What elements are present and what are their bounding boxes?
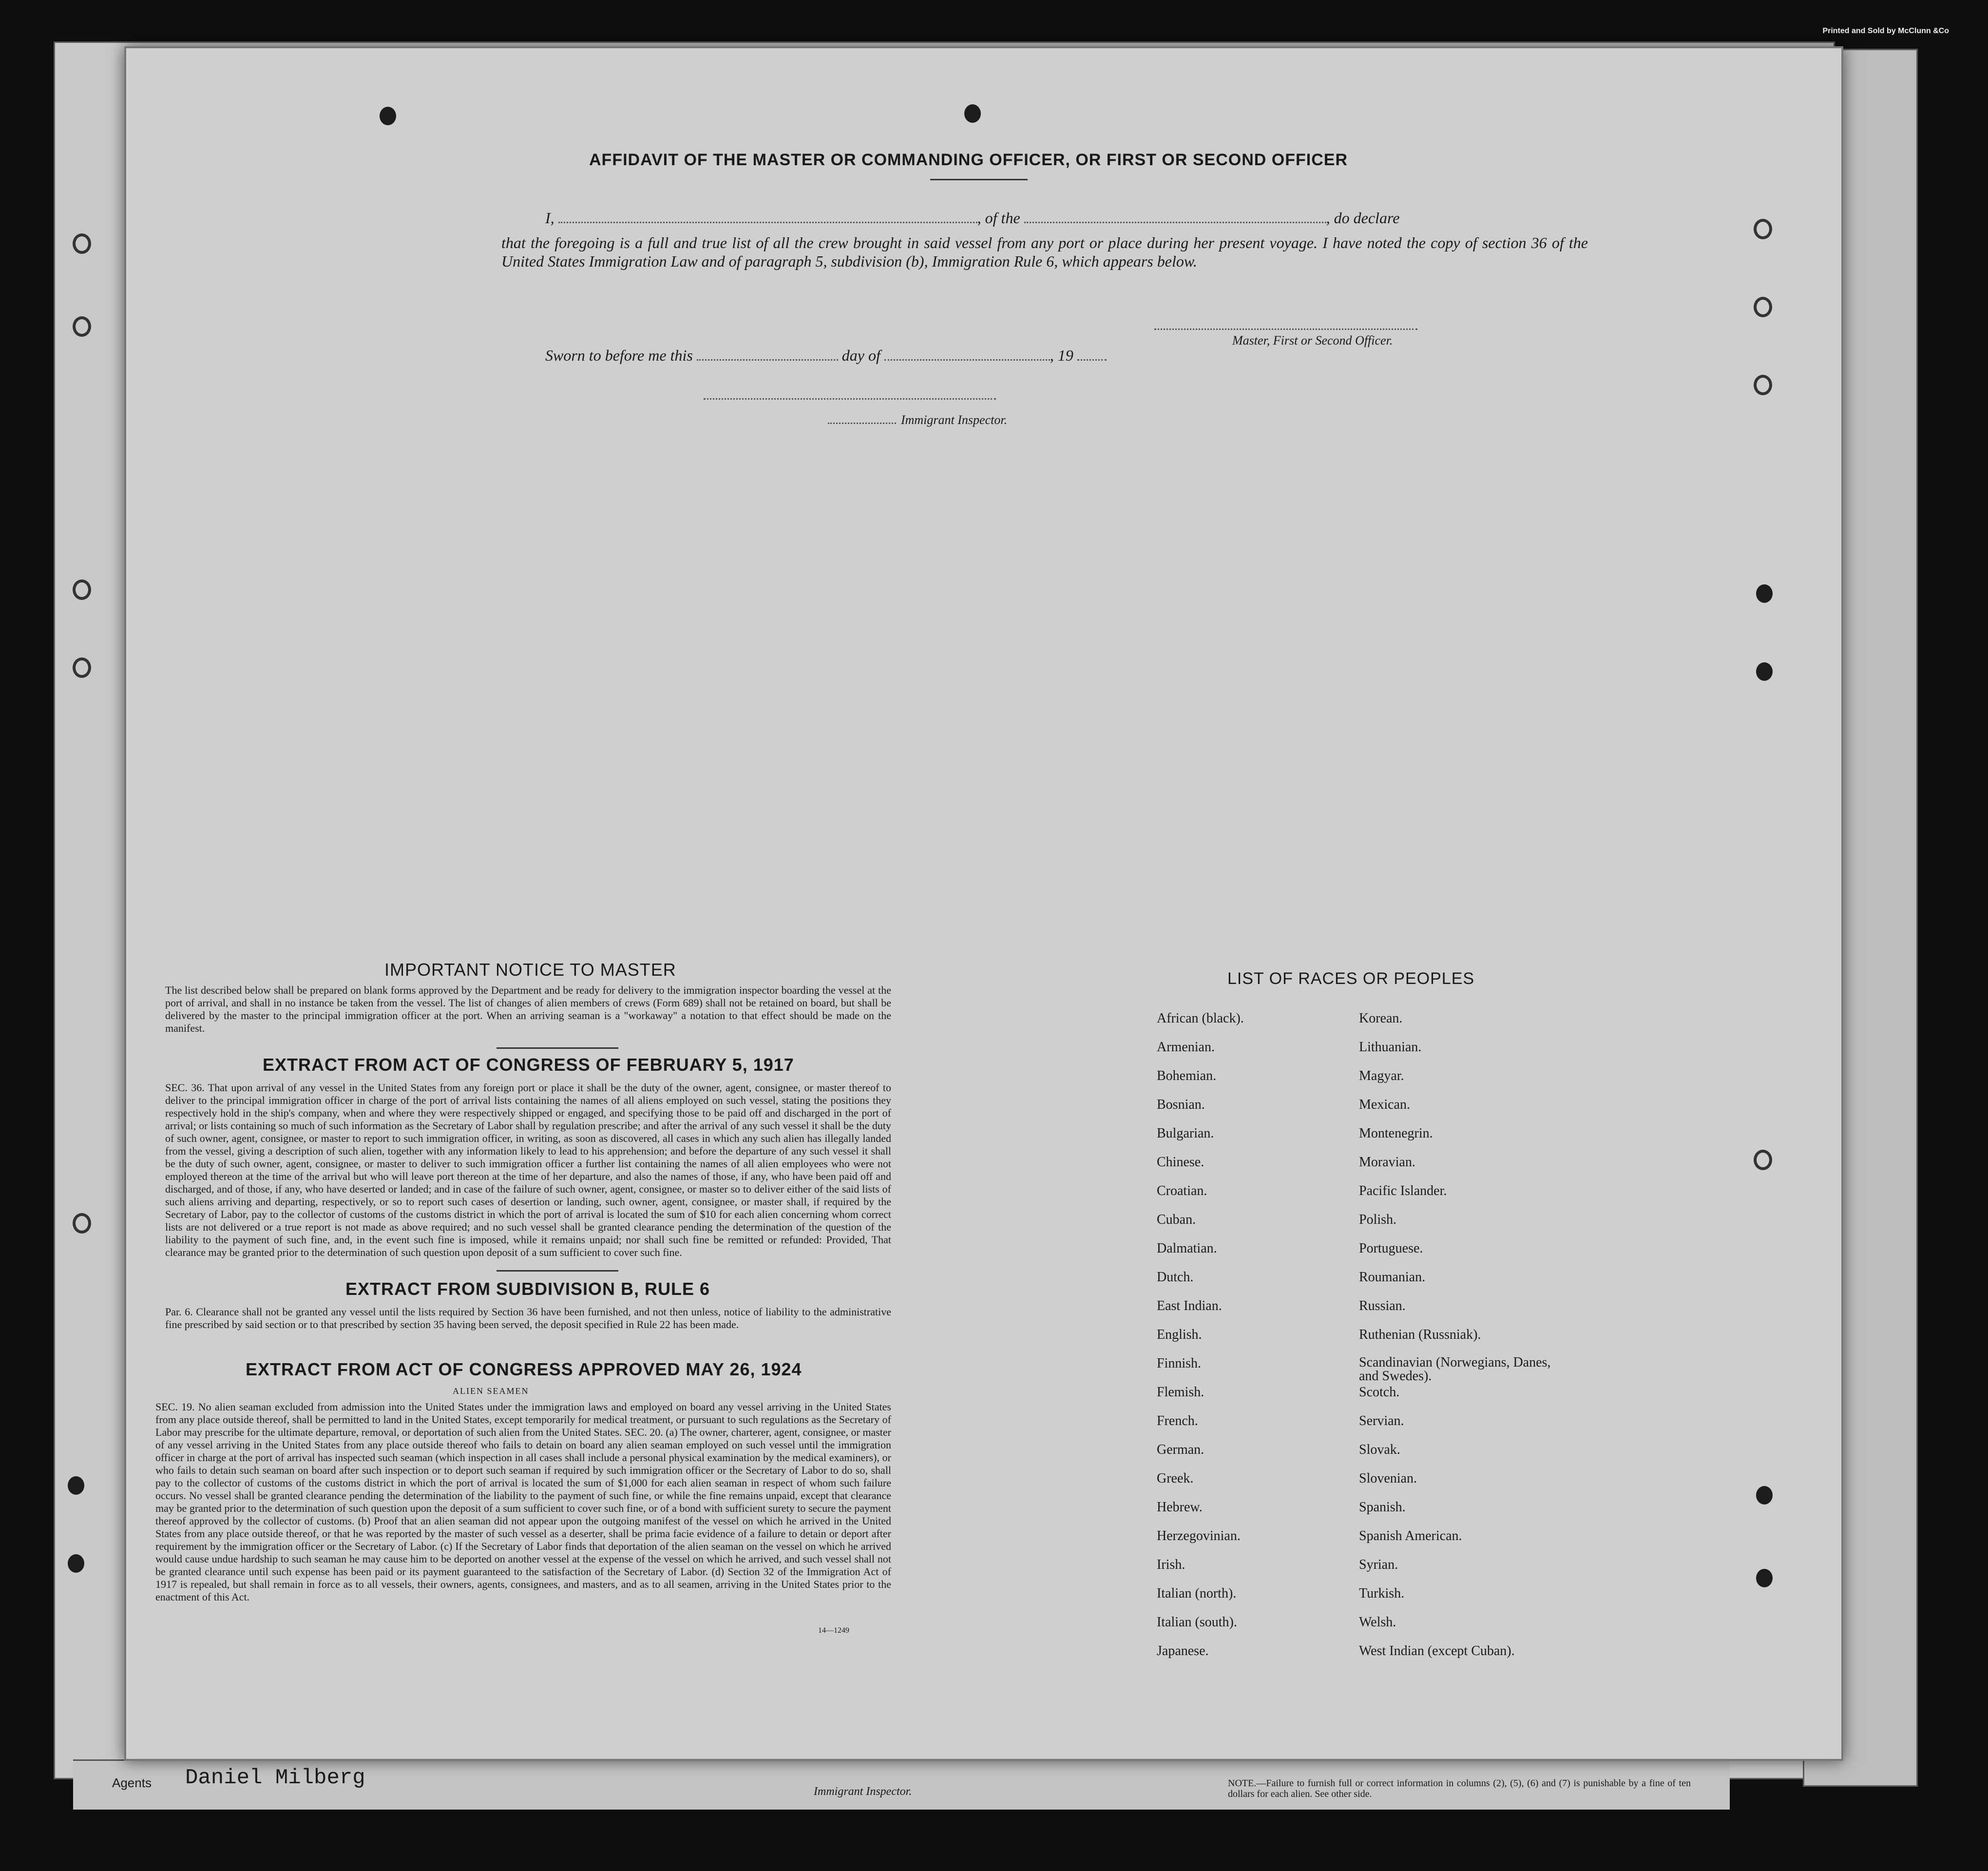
race-item: Turkish. [1359, 1586, 1405, 1601]
sworn-day: day of [841, 347, 880, 364]
punch-hole [1756, 662, 1773, 681]
race-item: Korean. [1359, 1011, 1403, 1026]
race-item: English. [1157, 1327, 1202, 1342]
race-item: Mexican. [1359, 1097, 1410, 1112]
punch-hole [68, 1554, 84, 1573]
race-item: Finnish. [1157, 1356, 1202, 1371]
race-item: French. [1157, 1413, 1198, 1428]
inspector-label: Immigrant Inspector. [901, 413, 1008, 427]
affidavit-line1 [545, 209, 1399, 227]
extract-rule6-text: Par. 6. Clearance shall not be granted any vessel until the lists required by Section 36 have been furnished, and not then unless, notice of liability to the administrative fine prescribed by said section or to that prescribed by section 35 having been served, the deposit specified in Rule 22 has been made. [165, 1306, 891, 1331]
race-item: Italian (north). [1157, 1586, 1237, 1601]
race-item: Roumanian. [1359, 1270, 1426, 1285]
month-blank[interactable] [884, 357, 1050, 361]
punch-hole [73, 233, 91, 254]
extract-1924-text: SEC. 19. No alien seaman excluded from admission into the United States under the immigration laws and employed on board any vessel arriving in the United States from any place outside thereof, shall be permitted to land in the United States, except temporarily for medical treatment, or pursuant to such regulations as the Secretary of Labor may prescribe for the ultimate departure, removal, or deportation of such alien from the United States. SEC. 20. (a) The owner, charterer, agent, consignee, or master of any vessel arriving in the United States from any place outside thereof who fails to detain on board any alien seaman employed on such vessel until the immigration officer in charge at the port of arrival has inspected such seaman (which inspection in all cases shall include a personal physical examination by the medical examiners), or who fails to detain such seaman on board after such inspection or to deport such seaman if required by such immigration officer or the Secretary of Labor to do so, shall pay to the collector of customs of the customs district in which the port of arrival is located the sum of $1,000 for each alien seaman in respect of whom such failure occurs. No vessel shall be granted clearance pending the determination of the liability to the payment of such fine, or while the fine remains unpaid, except that clearance may be granted prior to the determination of such question upon the deposit of a sum sufficient to cover such fine, or of a bond with sufficient surety to secure the payment thereof approved by the collector of customs. (b) Proof that an alien seaman did not appear upon the outgoing manifest of the vessel on which he arrived in the United States from any place outside thereof, or that he was reported by the master of such vessel as a deserter, shall be prima facie evidence of a failure to detain or deport after requirement by the immigration officer or the Secretary of Labor. (c) If the Secretary of Labor finds that deportation of the alien seaman on the vessel on which he arrived would cause undue hardship to such seaman he may cause him to be deported on another vessel at the expense of the vessel on which he arrived, and such vessel shall not be granted clearance until such expense has been paid or its payment guaranteed to the satisfaction of the Secretary of Labor. (d) Section 32 of the Immigration Act of 1917 is repealed, but shall remain in force as to all vessels, their owners, agents, consignees, and masters, and as to all seamen, arriving in the United States prior to the enactment of this Act. [155, 1401, 891, 1603]
punch-hole [1754, 1150, 1772, 1170]
punch-hole [1756, 1569, 1773, 1587]
races-title: LIST OF RACES OR PEOPLES [1227, 969, 1475, 988]
affidavit-title: AFFIDAVIT OF THE MASTER OR COMMANDING OFFICER, OR FIRST OR SECOND OFFICER [589, 151, 1348, 169]
punch-hole [68, 1476, 84, 1495]
race-item: Chinese. [1157, 1155, 1204, 1170]
punch-hole [380, 107, 396, 125]
race-item: Japanese. [1157, 1643, 1209, 1659]
race-item: Scandinavian (Norwegians, Danes, and Swedes). [1359, 1355, 1551, 1384]
race-item: German. [1157, 1442, 1204, 1457]
race-item: Servian. [1359, 1413, 1404, 1428]
name-blank[interactable] [558, 220, 977, 223]
divider [497, 1270, 618, 1272]
divider [930, 179, 1028, 180]
extract-1924-subtitle: ALIEN SEAMEN [453, 1386, 529, 1396]
race-item: Dalmatian. [1157, 1241, 1217, 1256]
extract-rule6-title: EXTRACT FROM SUBDIVISION B, RULE 6 [345, 1279, 710, 1299]
race-item: Magyar. [1359, 1068, 1404, 1083]
race-item: Cuban. [1157, 1212, 1196, 1227]
agent-name: Daniel Milberg [185, 1766, 365, 1790]
race-item: Herzegovinian. [1157, 1528, 1241, 1543]
affidavit-body: that the foregoing is a full and true list of all the crew brought in said vessel from any port or place during her present voyage. I have noted the copy of section 36 of the United States Immigration Law and of paragraph 5, subdivision (b), Immigration Rule 6, which appears below. [501, 234, 1588, 270]
race-item: Hebrew. [1157, 1500, 1203, 1515]
race-item: Moravian. [1359, 1155, 1415, 1170]
signature-line[interactable] [1154, 328, 1417, 330]
race-item: Syrian. [1359, 1557, 1398, 1572]
race-item: Scotch. [1359, 1385, 1400, 1400]
inspector-line-short [828, 423, 896, 424]
affidavit-of-the: , of the [977, 209, 1020, 227]
race-item: Welsh. [1359, 1615, 1396, 1630]
divider [497, 1047, 618, 1049]
race-item: Bulgarian. [1157, 1126, 1214, 1141]
bottom-strip [73, 1759, 1730, 1810]
race-item: West Indian (except Cuban). [1359, 1643, 1515, 1659]
race-item: Polish. [1359, 1212, 1397, 1227]
extract-1924-title: EXTRACT FROM ACT OF CONGRESS APPROVED MAY 26, 1924 [246, 1359, 802, 1379]
race-item: Flemish. [1157, 1385, 1204, 1400]
sworn-prefix: Sworn to before me this [545, 347, 693, 364]
race-item: Bosnian. [1157, 1097, 1205, 1112]
race-item: Montenegrin. [1359, 1126, 1433, 1141]
year-blank[interactable] [1077, 357, 1107, 361]
bottom-inspector-label: Immigrant Inspector. [814, 1785, 912, 1798]
extract-1917-title: EXTRACT FROM ACT OF CONGRESS OF FEBRUARY 5, 1917 [263, 1055, 794, 1075]
race-item: Ruthenian (Russniak). [1359, 1327, 1481, 1342]
affidavit-declare: , do declare [1326, 209, 1400, 227]
race-item: Dutch. [1157, 1270, 1194, 1285]
punch-hole [1754, 219, 1772, 239]
race-item: Spanish. [1359, 1500, 1406, 1515]
signature-label: Master, First or Second Officer. [1232, 333, 1393, 347]
race-item: Croatian. [1157, 1183, 1207, 1198]
punch-hole [1754, 375, 1772, 395]
race-item: Irish. [1157, 1557, 1185, 1572]
day-blank[interactable] [697, 357, 838, 361]
race-item: East Indian. [1157, 1298, 1222, 1313]
sworn-line [545, 347, 1107, 365]
race-item: Slovenian. [1359, 1471, 1417, 1486]
race-item: Pacific Islander. [1359, 1183, 1447, 1198]
race-item: Portuguese. [1359, 1241, 1423, 1256]
vessel-blank[interactable] [1024, 220, 1326, 223]
race-item: Bohemian. [1157, 1068, 1217, 1083]
agents-label: Agents [112, 1775, 152, 1790]
printer-imprint: Printed and Sold by McClunn &Co [1822, 27, 1949, 35]
punch-hole [964, 104, 981, 123]
race-item: Greek. [1157, 1471, 1194, 1486]
notice-text: The list described below shall be prepared on blank forms approved by the Department and be ready for delivery to the immigration inspector boarding the vessel at the port of arrival, and shall in no instance be taken from the vessel. The list of changes of alien members of crews (Form 689) shall not be retained on board, but shall be delivered by the master to the principal immigration officer at the port. When an arriving seaman is a "workaway" a notation to that effect should be made on the manifest. [165, 984, 891, 1034]
race-item: Russian. [1359, 1298, 1406, 1313]
race-item: African (black). [1157, 1011, 1244, 1026]
punch-hole [1754, 297, 1772, 317]
punch-hole [1756, 1486, 1773, 1505]
race-item: Slovak. [1359, 1442, 1400, 1457]
race-item: Lithuanian. [1359, 1040, 1422, 1055]
document-page [124, 46, 1843, 1761]
punch-hole [73, 579, 91, 600]
race-item: Spanish American. [1359, 1528, 1462, 1543]
punch-hole [73, 1213, 91, 1234]
race-item: Armenian. [1157, 1040, 1215, 1055]
inspector-line[interactable] [704, 398, 996, 400]
notice-title: IMPORTANT NOTICE TO MASTER [384, 960, 676, 980]
punch-hole [73, 657, 91, 678]
extract-1917-text: SEC. 36. That upon arrival of any vessel in the United States from any foreign port or place it shall be the duty of the owner, agent, consignee, or master thereof to deliver to the principal immigration officer in charge of the port of arrival lists containing the names of all aliens employed on such vessel, stating the positions they respectively hold in the ship's company, when and where they were respectively shipped or engaged, and specifying those to be paid off and discharged in the port of arrival; or lists containing so much of such information as the Secretary of Labor shall by regulation prescribe; and after the arrival of any such vessel it shall be the duty of such owner, agent, consignee, or master to report to such immigration officer, in writing, as soon as discovered, all cases in which any such alien has illegally landed from the vessel, giving a description of such alien, together with any information likely to lead to his apprehension; and before the departure of any such vessel it shall be the duty of such owner, agent, consignee, or master to deliver to such immigration officer a further list containing the names of all alien employees who were not employed thereon at the time of the arrival but who will leave port thereon at the time of her departure, and also the names of those, if any, who have been paid off and discharged, and of those, if any, who have deserted or landed; and in case of the failure of such owner, agent, consignee, or master so to deliver either of the said lists of such aliens arriving and departing, respectively, or so to report such cases of desertion or landing, such owner, agent, consignee, or master shall, if required by the Secretary of Labor, pay to the collector of customs of the customs district in which the port of arrival is located the sum of $10 for each alien concerning whom correct lists are not delivered or a true report is not made as above required; and no such vessel shall be granted clearance pending the determination of the question of the liability to the payment of such fine, and, in the event such fine is imposed, while it remains unpaid; nor shall such fine be remitted or refunded: Provided, That clearance may be granted prior to the determination of such question upon deposit of a sum sufficient to cover such fine. [165, 1081, 891, 1258]
punch-hole [1756, 584, 1773, 603]
punch-hole [73, 316, 91, 337]
form-number: 14—1249 [818, 1626, 849, 1635]
affidavit-i: I, [545, 209, 554, 227]
sworn-year: , 19 [1050, 347, 1073, 364]
bottom-note: NOTE.—Failure to furnish full or correct information in columns (2), (5), (6) and (7) is punishable by a fine of ten dollars for each alien. See other side. [1228, 1778, 1691, 1799]
race-item: Italian (south). [1157, 1615, 1237, 1630]
